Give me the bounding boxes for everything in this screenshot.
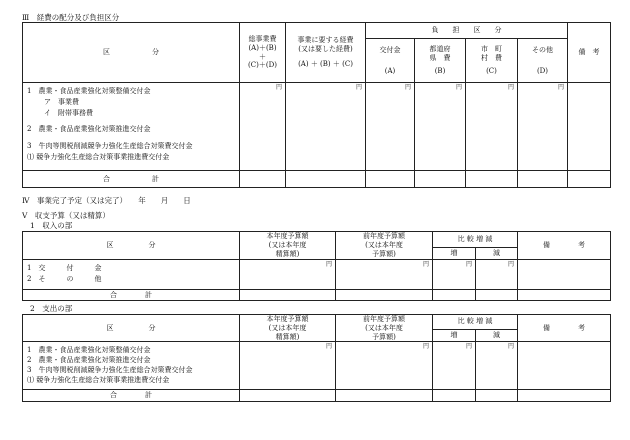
total-cell — [518, 171, 568, 188]
yen-unit: 円 — [507, 261, 514, 268]
burden-col-other — [518, 39, 568, 83]
income-row-2: 2 そ の 他 — [27, 274, 102, 283]
income-total-cell — [336, 290, 433, 301]
col-total-line2: (A)＋(B) — [248, 43, 277, 52]
income-col-previous — [336, 232, 433, 260]
income-col-kubun: 区 分 — [23, 232, 240, 260]
yen-unit: 円 — [325, 261, 332, 268]
cell-grant-yen — [366, 83, 415, 171]
yen-unit: 円 — [275, 84, 282, 91]
expense-col-previous-line1: 前年度予算額 — [363, 315, 405, 323]
item-3: 3 牛肉等関税削減競争力強化生産総合対策費交付金 — [27, 142, 193, 150]
income-remarks-cell — [518, 260, 611, 290]
income-total-cell — [476, 290, 518, 301]
burden-col-grant — [366, 39, 415, 83]
expense-total-label: 合 計 — [23, 390, 240, 402]
cell-remarks — [568, 83, 611, 171]
burden-col-municipality — [466, 39, 518, 83]
burden-col-grant-code: (A) — [384, 66, 396, 75]
income-col-current — [240, 232, 336, 260]
income-col-decrease: 減 — [476, 248, 518, 260]
yen-unit: 円 — [465, 261, 472, 268]
income-decrease-cell — [476, 260, 518, 290]
expense-allocation-table — [22, 22, 611, 188]
yen-unit: 円 — [507, 343, 514, 351]
expense-total-cell — [518, 390, 611, 402]
expense-previous-cell — [336, 342, 433, 390]
expense-current-cell — [240, 342, 336, 390]
yen-unit: 円 — [455, 84, 462, 91]
expense-rows-cell — [23, 342, 240, 390]
burden-col-prefecture — [415, 39, 466, 83]
cell-required-yen — [286, 83, 366, 171]
expense-col-current — [240, 315, 336, 342]
expense-col-kubun: 区 分 — [23, 315, 240, 342]
income-increase-cell — [433, 260, 476, 290]
section4-title: Ⅳ 事業完了予定（又は完了） 年 月 日 — [22, 196, 191, 205]
col-burden-header: 負 担 区 分 — [366, 23, 568, 39]
income-col-remarks: 備 考 — [518, 232, 611, 260]
item-1b: イ 附帯事務費 — [37, 108, 93, 117]
income-total-cell — [433, 290, 476, 301]
burden-col-prefecture-name: 都道府 県 費 — [429, 45, 451, 63]
cell-prefecture-yen — [415, 83, 466, 171]
expense-col-current-line3: 精算額) — [275, 332, 300, 341]
total-cell — [240, 171, 286, 188]
yen-unit: 円 — [422, 343, 429, 351]
total-cell — [466, 171, 518, 188]
income-total-label: 合 計 — [23, 290, 240, 301]
col-total-line1: 総事業費 — [248, 35, 277, 43]
expense-remarks-cell — [518, 342, 611, 390]
expense-col-current-line2: (又は本年度 — [268, 323, 307, 332]
section3-title: Ⅲ 経費の配分及び負担区分 — [22, 13, 120, 22]
total-cell — [568, 171, 611, 188]
yen-unit: 円 — [355, 84, 362, 91]
expense-total-cell — [476, 390, 518, 402]
expense-col-previous — [336, 315, 433, 342]
item-3-1: ⑴ 競争力強化生産総合対策事業推進費交付金 — [27, 152, 170, 161]
col-remarks-header: 備 考 — [568, 23, 611, 83]
col-required-line1: 事業に要する経費 — [297, 36, 354, 45]
total-cell — [415, 171, 466, 188]
income-col-current-line3: 精算額) — [275, 249, 300, 258]
income-col-previous-line2: (又は本年度 — [365, 241, 403, 250]
expense-col-current-line1: 本年度予算額 — [266, 315, 309, 323]
col-total-line3: ＋ — [259, 52, 266, 61]
income-previous-cell — [336, 260, 433, 290]
col-required-line2: (又は要した経費) — [298, 45, 353, 54]
col-required-line3: (A) ＋ (B) ＋ (C) — [298, 59, 353, 68]
item-1a: ア 事業費 — [37, 97, 79, 106]
yen-unit: 円 — [557, 84, 564, 91]
items-cell — [23, 83, 240, 171]
expense-row-3-1: ⑴ 競争力強化生産総合対策事業推進費交付金 — [27, 375, 170, 384]
expense-col-remarks: 備 考 — [518, 315, 611, 342]
cell-total-yen — [240, 83, 286, 171]
cell-municipality-yen — [466, 83, 518, 171]
yen-unit: 円 — [422, 261, 429, 268]
expense-col-compare: 比 較 増 減 — [433, 315, 518, 330]
income-total-cell — [240, 290, 336, 301]
income-col-previous-line3: 予算額) — [372, 249, 396, 258]
expense-row-2: 2 農業・食品産業強化対策推進交付金 — [27, 356, 151, 364]
expense-table — [22, 314, 611, 402]
expense-col-increase: 増 — [433, 329, 476, 342]
expense-col-decrease: 減 — [476, 329, 518, 342]
section5-title: Ⅴ 収支予算（又は精算） — [22, 211, 110, 220]
income-col-current-line1: 本年度予算額 — [266, 232, 309, 241]
income-rows-cell — [23, 260, 240, 290]
yen-unit: 円 — [404, 84, 411, 91]
col-kubun-header: 区 分 — [23, 23, 240, 83]
col-total-line4: (C)＋(D) — [248, 61, 277, 70]
expense-col-previous-line2: (又は本年度 — [365, 323, 403, 332]
burden-col-municipality-code: (C) — [486, 66, 497, 75]
col-required-header — [286, 23, 366, 83]
yen-unit: 円 — [465, 343, 472, 351]
income-col-current-line2: (又は本年度 — [268, 241, 307, 250]
income-row-1: 1 交 付 金 — [27, 264, 102, 272]
income-col-increase: 増 — [433, 248, 476, 260]
yen-unit: 円 — [507, 84, 514, 91]
total-cell — [366, 171, 415, 188]
item-1: 1 農業・食品産業強化対策整備交付金 — [27, 87, 151, 95]
expense-col-previous-line3: 予算額) — [372, 332, 396, 341]
income-title: 1 収入の部 — [30, 221, 73, 230]
income-col-compare: 比 較 増 減 — [433, 232, 518, 248]
expense-title: 2 支出の部 — [30, 304, 73, 313]
burden-col-grant-name: 交付金 — [379, 45, 401, 54]
item-2: 2 農業・食品産業強化対策推進交付金 — [27, 125, 151, 134]
expense-total-cell — [336, 390, 433, 402]
expense-decrease-cell — [476, 342, 518, 390]
burden-col-municipality-name: 市 町 村 費 — [481, 45, 502, 63]
income-total-cell — [518, 290, 611, 301]
yen-unit: 円 — [325, 343, 332, 351]
cell-other-yen — [518, 83, 568, 171]
col-total-header — [240, 23, 286, 83]
expense-row-1: 1 農業・食品産業強化対策整備交付金 — [27, 346, 151, 355]
expense-total-cell — [240, 390, 336, 402]
burden-col-prefecture-code: (B) — [434, 66, 446, 75]
income-table — [22, 231, 611, 301]
burden-col-other-code: (D) — [536, 66, 549, 75]
total-label: 合 計 — [23, 171, 240, 188]
expense-total-cell — [433, 390, 476, 402]
total-cell — [286, 171, 366, 188]
expense-row-3: 3 牛肉等関税削減競争力強化生産総合対策費交付金 — [27, 365, 193, 374]
expense-increase-cell — [433, 342, 476, 390]
income-current-cell — [240, 260, 336, 290]
income-col-previous-line1: 前年度予算額 — [363, 232, 405, 241]
burden-col-other-name: その他 — [532, 45, 553, 54]
